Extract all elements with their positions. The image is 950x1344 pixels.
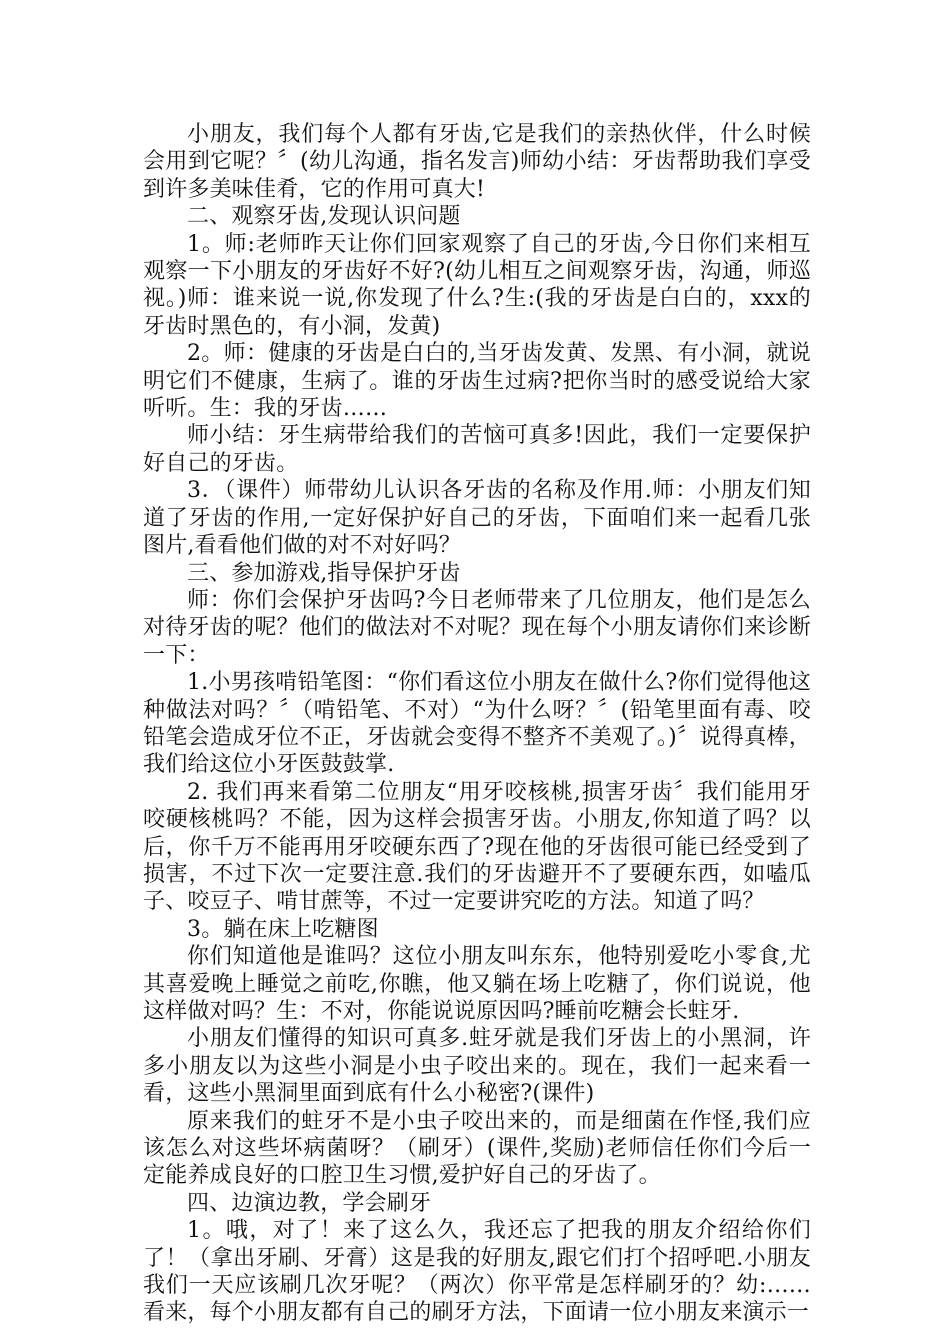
paragraph-candy-in-bed-heading: 3。躺在床上吃糖图 <box>187 916 379 942</box>
document-body <box>143 121 811 1327</box>
paragraph-pencil-biting: 1.小男孩啃铅笔图：“你们看这位小朋友在做什么?你们觉得他这种做法对吗？〞（啃铅笔、不对）“为什么呀？〞(铅笔里面有毒、咬铅笔会造成牙位不正，牙齿就会变得不整齐不美观了。)〞说得真棒，我们给这位小牙医鼓鼓掌. <box>143 670 811 778</box>
paragraph-teacher-summary: 师小结：牙生病带给我们的苦恼可真多!因此，我们一定要保护好自己的牙齿。 <box>143 423 811 476</box>
paragraph-cavities: 小朋友们懂得的知识可真多.蛀牙就是我们牙齿上的小黑洞，许多小朋友以为这些小洞是小虫子咬出来的。现在，我们一起来看一看，这些小黑洞里面到底有什么小秘密?(课件) <box>143 1026 811 1107</box>
paragraph-intro: 小朋友，我们每个人都有牙齿,它是我们的亲热伙伴，什么时候会用到它呢？〞(幼儿沟通，指名发言)师幼小结：牙齿帮助我们享受到许多美味佳肴，它的作用可真大! <box>143 122 811 202</box>
section-heading-brushing: 四、边演边教，学会刷牙 <box>187 1190 432 1216</box>
paragraph-game-intro: 师：你们会保护牙齿吗?今日老师带来了几位朋友，他们是怎么对待牙齿的呢？他们的做法对不对呢？现在每个小朋友请你们来诊断一下： <box>143 587 811 668</box>
section-heading-game: 三、参加游戏,指导保护牙齿 <box>187 560 461 586</box>
paragraph-walnut: 2. 我们再来看第二位朋友“用牙咬核桃,损害牙齿〞我们能用牙咬硬核桃吗？不能，因为这样会损害牙齿。小朋友,你知道了吗？以后，你千万不能再用牙咬硬东西了?现在他的牙齿很可能已经受到了损害，不过下次一定要注意.我们的牙齿避开不了要硬东西，如嗑瓜子、咬豆子、啃甘蔗等，不过一定要讲究吃的方法。知道了吗？ <box>143 779 811 915</box>
section-heading-observe-teeth: 二、观察牙齿,发现认识问题 <box>187 204 461 230</box>
paragraph-observe-2: 2。师：健康的牙齿是白白的,当牙齿发黄、发黑、有小洞，就说明它们不健康，生病了。谁的牙齿生过病?把你当时的感受说给大家听听。生：我的牙齿…… <box>143 341 811 422</box>
paragraph-bacteria: 原来我们的蛀牙不是小虫子咬出来的，而是细菌在作怪,我们应该怎么对这些坏病菌呀？（刷牙）(课件,奖励)老师信任你们今后一定能养成良好的口腔卫生习惯,爱护好自己的牙齿了。 <box>143 1108 811 1189</box>
paragraph-candy-in-bed: 你们知道他是谁吗？这位小朋友叫东东，他特别爱吃小零食,尤其喜爱晚上睡觉之前吃,你瞧，他又躺在场上吃糖了，你们说说，他这样做对吗？生：不对，你能说说原因吗?睡前吃糖会长蛀牙. <box>143 944 811 1024</box>
paragraph-observe-1: 1。师:老师昨天让你们回家观察了自己的牙齿,今日你们来相互观察一下小朋友的牙齿好不好?(幼儿相互之间观察牙齿，沟通，师巡视。)师：谁来说一说,你发现了什么?生:(我的牙齿是白白的，xxx的牙齿时黑色的，有小洞，发黄) <box>143 231 811 339</box>
paragraph-observe-3: 3．（课件）师带幼儿认识各牙齿的名称及作用.师：小朋友们知道了牙齿的作用,一定好保护好自己的牙齿，下面咱们来一起看几张图片,看看他们做的对不对好吗？ <box>143 478 811 559</box>
paragraph-brushing-1: 1。哦，对了！来了这么久，我还忘了把我的朋友介绍给你们了！（拿出牙刷、牙膏）这是我的好朋友,跟它们打个招呼吧.小朋友我们一天应该刷几次牙呢？（两次）你平常是怎样刷牙的？幼:……看来，每个小朋友都有自己的刷牙方法，下面请一位小朋友来演示一 <box>143 1218 811 1326</box>
